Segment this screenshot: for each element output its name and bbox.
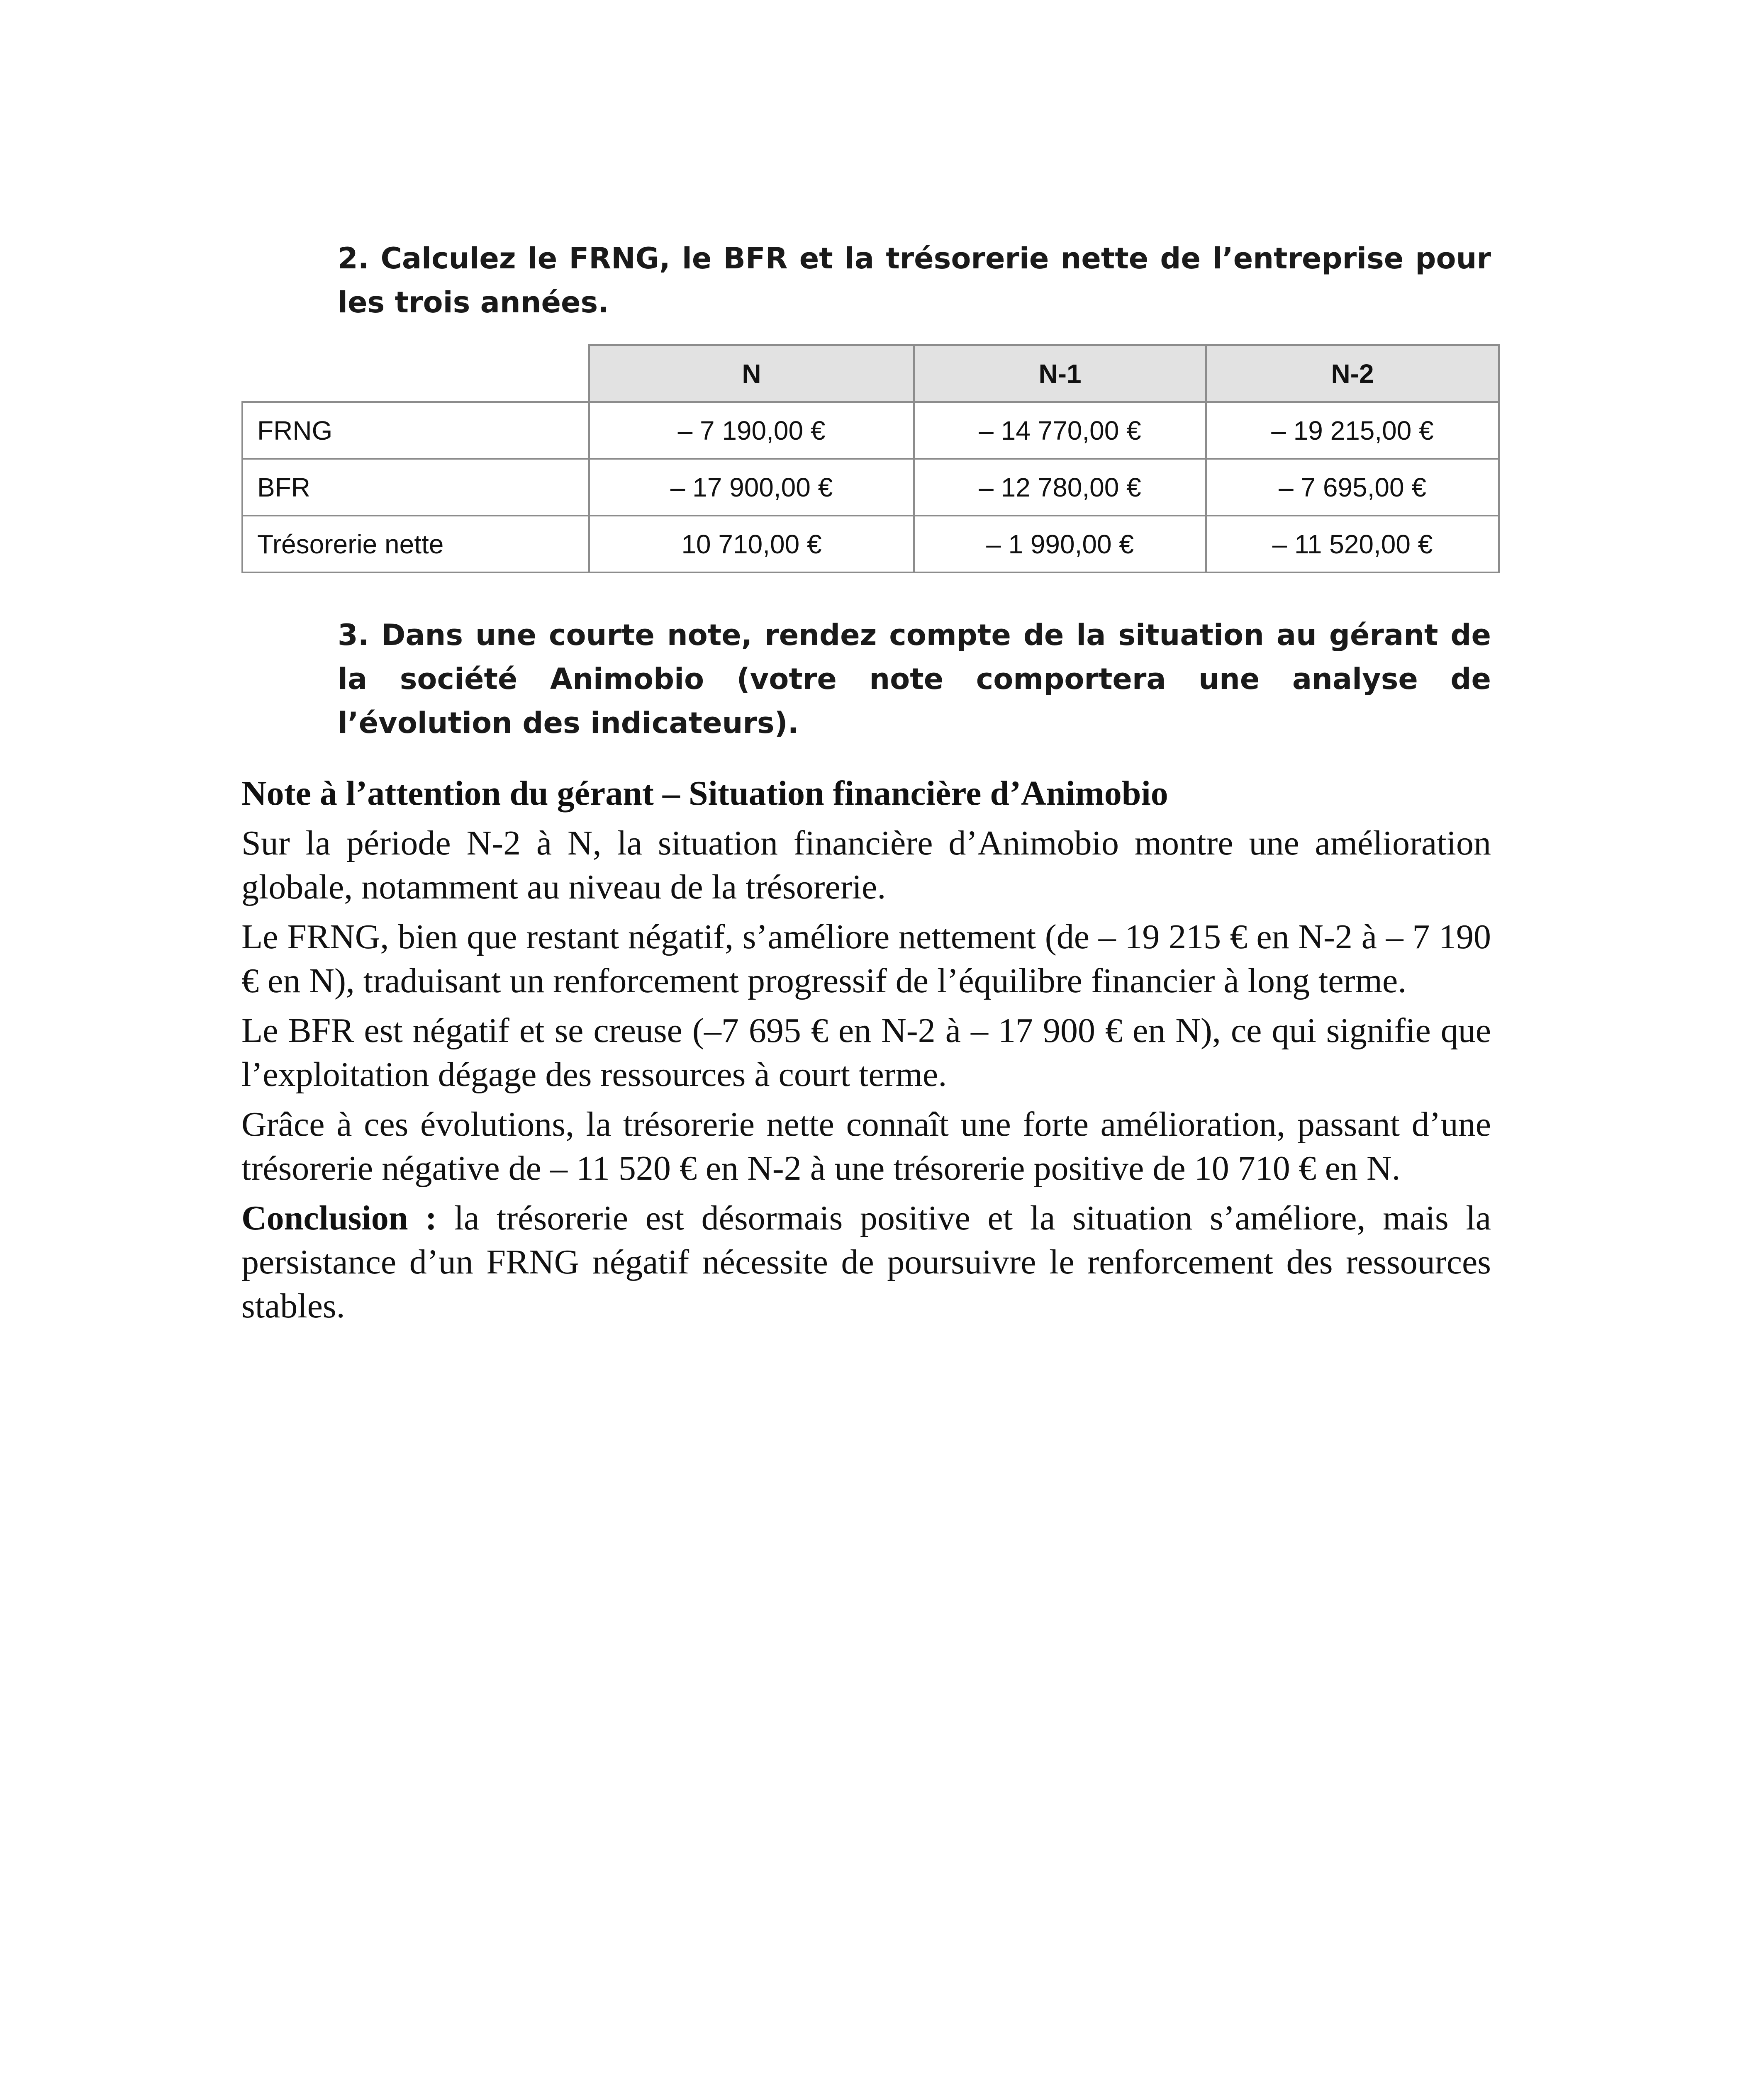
column-header-n: N (589, 345, 914, 402)
table-row-frng (242, 402, 1499, 459)
bfr-n-value: – 17 900,00 € (589, 459, 914, 516)
row-label-tresorerie: Trésorerie nette (242, 516, 589, 572)
financial-indicators-table (241, 344, 1500, 573)
manager-note (241, 772, 1491, 1334)
note-paragraph-overview: Sur la période N-2 à N, la situation financière d’Animobio montre une amélioration globale, notamment au niveau de la trésorerie. (241, 824, 1491, 906)
note-paragraph-frng: Le FRNG, bien que restant négatif, s’améliore nettement (de – 19 215 € en N-2 à – 7 190 € en N), traduisant un renforcement progressif de l’équilibre financier à long terme. (241, 918, 1491, 1000)
note-paragraph-tresorerie: Grâce à ces évolutions, la trésorerie nette connaît une forte amélioration, passant d’une trésorerie négative de – 11 520 € en N-2 à une trésorerie positive de 10 710 € en N. (241, 1105, 1491, 1188)
tresorerie-n-2-value: – 11 520,00 € (1206, 516, 1499, 572)
table-header-row (242, 345, 1499, 402)
tresorerie-n-value: 10 710,00 € (589, 516, 914, 572)
note-paragraph-bfr: Le BFR est négatif et se creuse (–7 695 € en N-2 à – 17 900 € en N), ce qui signifie que l’exploitation dégage des ressources à court terme. (241, 1011, 1491, 1094)
table-row-bfr (242, 459, 1499, 516)
row-label-bfr: BFR (242, 459, 589, 516)
note-title: Note à l’attention du gérant – Situation financière d’Animobio (241, 774, 1168, 813)
column-header-n-2: N-2 (1206, 345, 1499, 402)
bfr-n-2-value: – 7 695,00 € (1206, 459, 1499, 516)
frng-n-value: – 7 190,00 € (589, 402, 914, 459)
tresorerie-n-1-value: – 1 990,00 € (914, 516, 1206, 572)
row-label-frng: FRNG (242, 402, 589, 459)
frng-n-2-value: – 19 215,00 € (1206, 402, 1499, 459)
question-3: 3. Dans une courte note, rendez compte de la situation au gérant de la société Animobio (votre note comportera une analyse de l’évolution des indicateurs). (338, 618, 1491, 740)
conclusion-label: Conclusion : (241, 1199, 437, 1237)
column-header-n-1: N-1 (914, 345, 1206, 402)
question-2: 2. Calculez le FRNG, le BFR et la trésorerie nette de l’entreprise pour les trois années. (338, 241, 1491, 319)
conclusion-text: la trésorerie est désormais positive et la situation s’améliore, mais la persistance d’un FRNG négatif nécessite de poursuivre le renforcement des ressources stables. (241, 1199, 1491, 1325)
note-conclusion (241, 1196, 1491, 1328)
frng-n-1-value: – 14 770,00 € (914, 402, 1206, 459)
bfr-n-1-value: – 12 780,00 € (914, 459, 1206, 516)
table-corner-cell (242, 345, 589, 402)
table-row-tresorerie (242, 516, 1499, 572)
